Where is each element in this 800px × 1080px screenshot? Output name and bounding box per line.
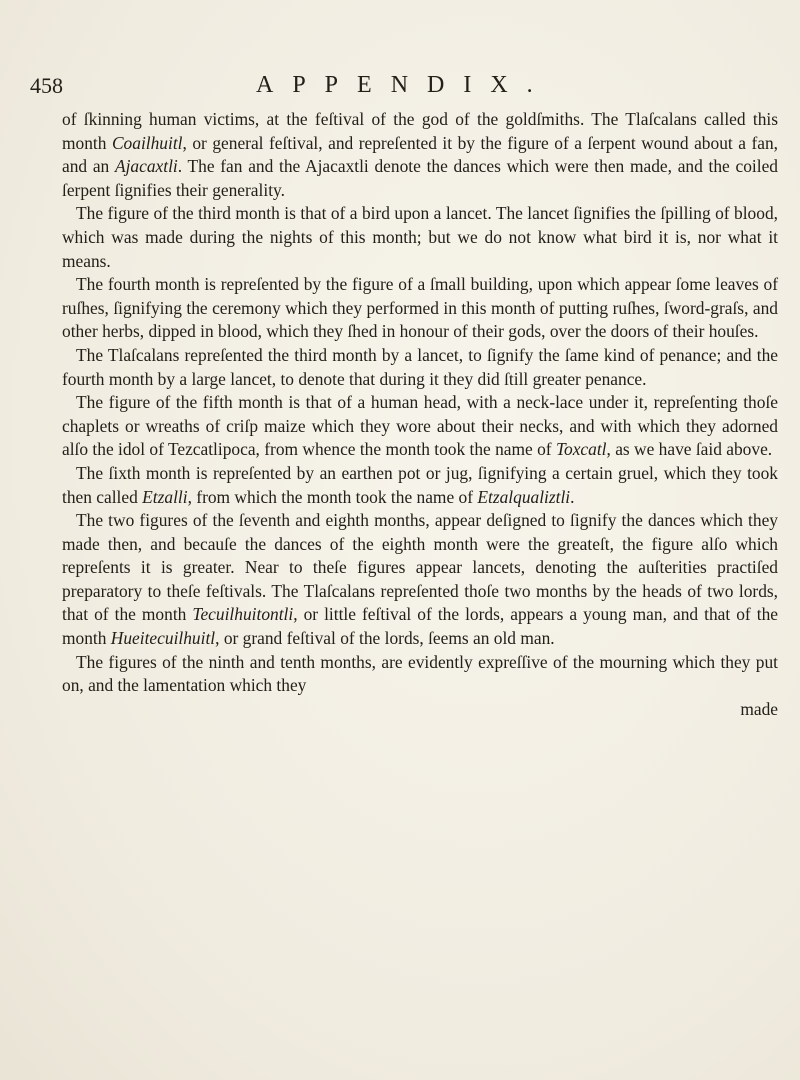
italic-term: Tecuilhuitontli <box>192 604 294 625</box>
paragraph: The fourth month is repreſented by the figure of a ſmall building, upon which appear ſome leaves of ruſhes, ſignifying the ceremony which they performed in this month of putting ruſhes, ſword-graſs, and other herbs, dipped in blood, which they ſhed in honour of their gods, over the doors of their houſes. <box>62 274 778 342</box>
running-head: APPENDIX. <box>256 72 552 98</box>
italic-term: Hueitecuilhuitl <box>110 628 216 649</box>
catchword: made <box>740 698 778 719</box>
text-run: , as we have ſaid above. <box>606 439 773 460</box>
text-run: , or grand feſtival of the lords, ſeems an old man. <box>215 628 555 649</box>
italic-term: Coailhuitl <box>111 132 183 153</box>
text-run: , or general feſtival, and repreſented it by the figure of a ſerpent wound about a fan, and an <box>62 132 778 177</box>
body-text <box>62 108 778 721</box>
text-run: The figure of the fifth month is that of a human head, with a neck-lace under it, repreſenting thoſe chaplets or wreaths of criſp maize which they wore about their necks, and with which they adorned alſo the idol of Tezcatlipoca, from whence the month took the name of <box>62 392 778 460</box>
text-run: The ſixth month is repreſented by an earthen pot or jug, ſignifying a certain gruel, which they took then called <box>62 462 778 507</box>
text-run: . <box>570 486 575 507</box>
page-number: 458 <box>30 73 63 98</box>
paragraph: The figure of the third month is that of a bird upon a lancet. The lancet ſignifies the ſpilling of blood, which was made during the nights of this month; but we do not know what bird it is, nor what it means. <box>62 203 778 271</box>
paragraph <box>62 462 778 509</box>
text-run: , or little feſtival of the lords, appears a young man, and that of the month <box>62 604 778 649</box>
text-run: , from which the month took the name of <box>187 486 478 507</box>
italic-term: Ajacaxtli <box>114 156 178 177</box>
paragraph-continued <box>62 108 778 202</box>
paragraph: The Tlaſcalans repreſented the third month by a lancet, to ſignify the ſame kind of penance; and the fourth month by a large lancet, to denote that during it they did ſtill greater penance. <box>62 344 778 389</box>
text-run: The two figures of the ſeventh and eighth months, appear deſigned to ſignify the dances which they made then, and becauſe the dances of the eighth month were the greateſt, the figure alſo which repreſents it is greater. Near to theſe figures appear lancets, denoting the auſterities practiſed preparatory to theſe feſtivals. The Tlaſcalans repreſented thoſe two months by the heads of two lords, that of the month <box>62 510 778 625</box>
italic-term: Etzalqualiztli <box>477 486 571 507</box>
text-run: of ſkinning human victims, at the feſtival of the god of the goldſmiths. The Tlaſcalans called this month <box>62 109 778 153</box>
text-run: . The fan and the Ajacaxtli denote the dances which were then made, and the coiled ſerpent ſignifies their generality. <box>62 156 778 200</box>
paragraph <box>62 509 778 651</box>
paragraph <box>62 391 778 462</box>
italic-term: Toxcatl <box>555 439 607 460</box>
paragraph: The figures of the ninth and tenth months, are evidently expreſſive of the mourning which they put on, and the lamentation which they <box>62 651 778 696</box>
italic-term: Etzalli <box>142 486 188 507</box>
